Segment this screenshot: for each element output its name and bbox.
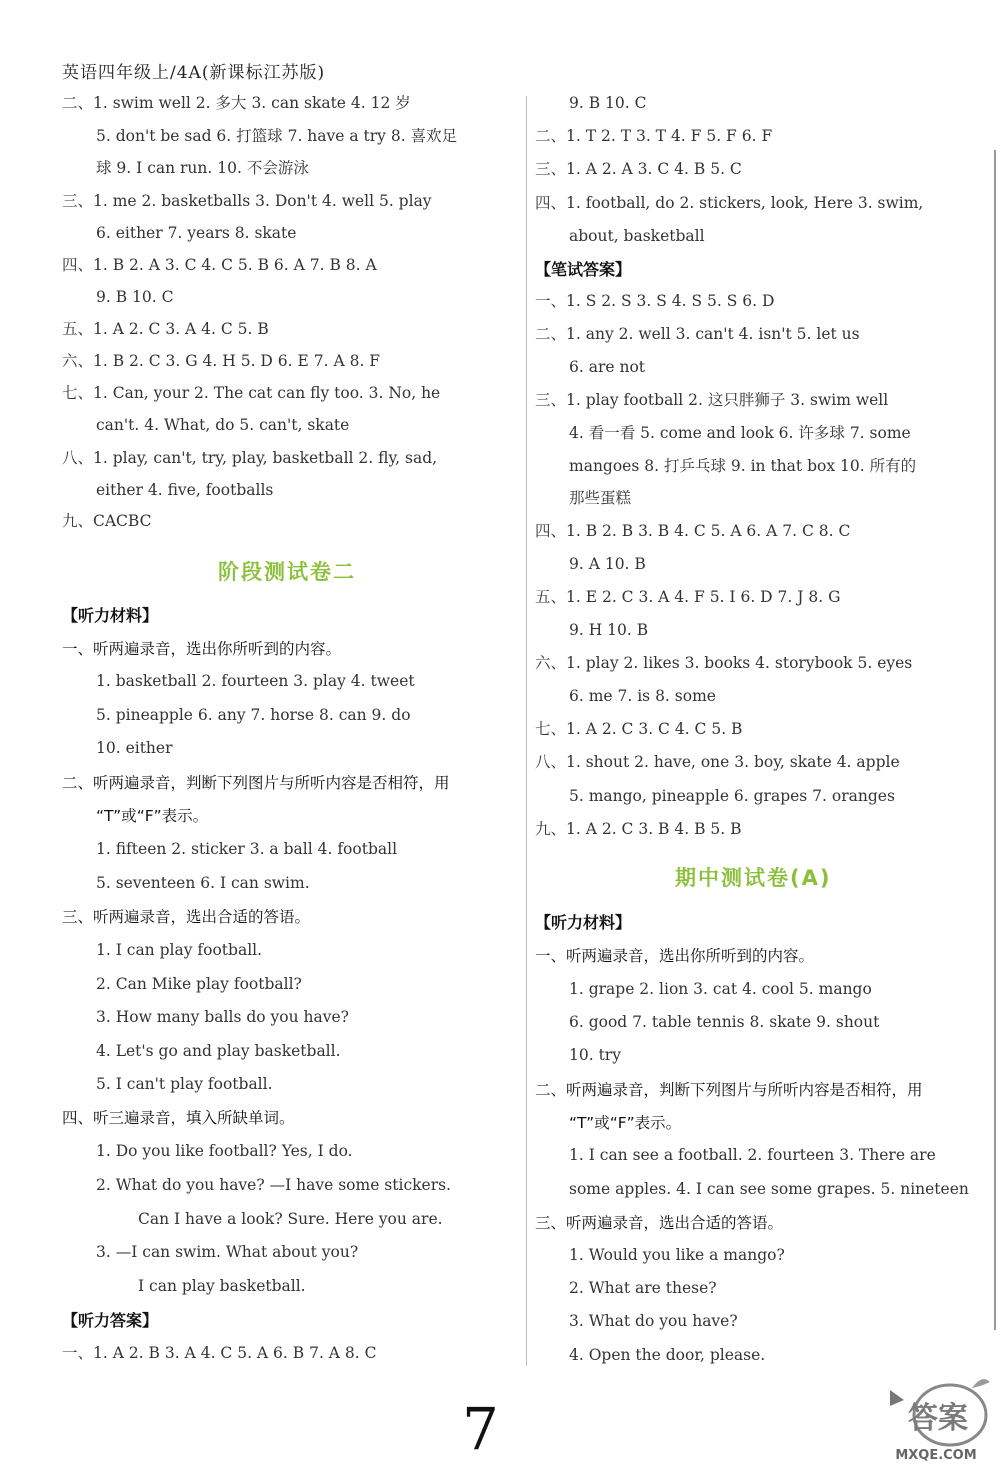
left-answer-line: 1. I can play football. <box>96 941 263 959</box>
left-answer-line: 4. Let's go and play basketball. <box>96 1042 341 1060</box>
right-section-heading: 【听力材料】 <box>535 913 632 932</box>
left-answer-line: 三、1. me 2. basketballs 3. Don't 4. well 5. play <box>62 192 432 210</box>
left-answer-line: 1. fifteen 2. sticker 3. a ball 4. football <box>96 840 398 858</box>
left-answer-line: 五、1. A 2. C 3. A 4. C 5. B <box>62 320 269 338</box>
right-answer-line: 四、1. football, do 2. stickers, look, Here 3. swim, <box>535 194 924 212</box>
page-number: 7 <box>462 1395 499 1463</box>
right-answer-line: 三、1. play football 2. 这只胖狮子 3. swim well <box>535 391 889 409</box>
page-edge-line <box>994 150 996 1330</box>
right-answer-line: 9. B 10. C <box>569 94 647 112</box>
left-answer-line: 3. How many balls do you have? <box>96 1008 349 1026</box>
right-answer-line: 6. are not <box>569 358 646 376</box>
right-answer-line: 3. What do you have? <box>569 1312 738 1330</box>
left-answer-line: 2. What do you have? —I have some stickers. <box>96 1176 451 1194</box>
watermark-url: MXQE.COM <box>895 1448 977 1463</box>
left-answer-line: 四、1. B 2. A 3. C 4. C 5. B 6. A 7. B 8. A <box>62 256 377 274</box>
left-instruction: 一、听两遍录音，选出你所听到的内容。 <box>62 640 342 658</box>
left-answer-line: 5. pineapple 6. any 7. horse 8. can 9. do <box>96 706 411 724</box>
right-instruction: “T”或“F”表示。 <box>569 1114 682 1132</box>
right-answer-line: 三、1. A 2. A 3. C 4. B 5. C <box>535 160 742 178</box>
left-answer-line: 5. don't be sad 6. 打篮球 7. have a try 8. 喜欢足 <box>96 127 458 145</box>
right-answer-line: 9. A 10. B <box>569 555 646 573</box>
right-answer-line: 5. mango, pineapple 6. grapes 7. oranges <box>569 787 895 805</box>
left-answer-line: 1. basketball 2. fourteen 3. play 4. tweet <box>96 672 415 690</box>
right-answer-line: 二、1. any 2. well 3. can't 4. isn't 5. let us <box>535 325 860 343</box>
left-section-heading: 【听力答案】 <box>62 1311 159 1330</box>
right-section-heading: 【笔试答案】 <box>535 260 632 279</box>
column-divider <box>526 96 527 1366</box>
right-answer-line: 那些蛋糕 <box>569 489 632 507</box>
left-answer-line: 9. B 10. C <box>96 288 174 306</box>
right-answer-line: 1. grape 2. lion 3. cat 4. cool 5. mango <box>569 980 872 998</box>
right-answer-line: 2. What are these? <box>569 1279 717 1297</box>
left-answer-line: 1. Do you like football? Yes, I do. <box>96 1142 353 1160</box>
left-answer-line: 3. —I can swim. What about you? <box>96 1243 359 1261</box>
left-answer-line: 九、CACBC <box>62 512 152 530</box>
right-answer-line: about, basketball <box>569 227 705 245</box>
right-answer-line: 一、1. S 2. S 3. S 4. S 5. S 6. D <box>535 292 775 310</box>
right-section-title: 期中测试卷(A) <box>675 866 832 890</box>
left-answer-line: 10. either <box>96 739 173 757</box>
right-answer-line: 6. me 7. is 8. some <box>569 687 716 705</box>
left-section-heading: 【听力材料】 <box>62 606 159 625</box>
right-answer-line: mangoes 8. 打乒乓球 9. in that box 10. 所有的 <box>569 457 917 475</box>
left-answer-line: 6. either 7. years 8. skate <box>96 224 297 242</box>
left-answer-line: 5. I can't play football. <box>96 1075 273 1093</box>
right-answer-line: 4. 看一看 5. come and look 6. 许多球 7. some <box>569 424 911 442</box>
right-instruction: 二、听两遍录音，判断下列图片与所听内容是否相符，用 <box>535 1081 923 1099</box>
right-answer-line: 4. Open the door, please. <box>569 1346 766 1364</box>
left-answer-line: 六、1. B 2. C 3. G 4. H 5. D 6. E 7. A 8. F <box>62 352 381 370</box>
page-header: 英语四年级上/4A(新课标江苏版) <box>62 63 326 83</box>
right-answer-line: 九、1. A 2. C 3. B 4. B 5. B <box>535 820 742 838</box>
left-answer-line: can't. 4. What, do 5. can't, skate <box>96 416 350 434</box>
left-answer-line: 2. Can Mike play football? <box>96 975 302 993</box>
left-instruction: 三、听两遍录音，选出合适的答语。 <box>62 908 311 926</box>
left-section-title: 阶段测试卷二 <box>218 560 356 584</box>
left-answer-line: 一、1. A 2. B 3. A 4. C 5. A 6. B 7. A 8. C <box>62 1344 377 1362</box>
right-instruction: 三、听两遍录音，选出合适的答语。 <box>535 1214 784 1232</box>
right-answer-line: 六、1. play 2. likes 3. books 4. storybook 5. eyes <box>535 654 913 672</box>
right-answer-line: 五、1. E 2. C 3. A 4. F 5. I 6. D 7. J 8. G <box>535 588 841 606</box>
left-answer-line: 八、1. play, can't, try, play, basketball 2. fly, sad, <box>62 449 438 467</box>
right-answer-line: 6. good 7. table tennis 8. skate 9. shout <box>569 1013 880 1031</box>
right-answer-line: 八、1. shout 2. have, one 3. boy, skate 4. apple <box>535 753 900 771</box>
right-answer-line: some apples. 4. I can see some grapes. 5. nineteen <box>569 1180 969 1198</box>
right-answer-line: 四、1. B 2. B 3. B 4. C 5. A 6. A 7. C 8. C <box>535 522 851 540</box>
left-answer-line: 二、1. swim well 2. 多大 3. can skate 4. 12 岁 <box>62 94 411 112</box>
left-instruction: 二、听两遍录音，判断下列图片与所听内容是否相符，用 <box>62 774 450 792</box>
right-answer-line: 1. I can see a football. 2. fourteen 3. There are <box>569 1146 936 1164</box>
left-instruction: 四、听三遍录音，填入所缺单词。 <box>62 1109 295 1127</box>
right-instruction: 一、听两遍录音，选出你所听到的内容。 <box>535 947 815 965</box>
left-answer-line: 球 9. I can run. 10. 不会游泳 <box>96 159 309 177</box>
right-answer-line: 1. Would you like a mango? <box>569 1246 785 1264</box>
left-instruction: “T”或“F”表示。 <box>96 807 209 825</box>
left-answer-line: I can play basketball. <box>138 1277 306 1295</box>
right-answer-line: 9. H 10. B <box>569 621 649 639</box>
right-answer-line: 二、1. T 2. T 3. T 4. F 5. F 6. F <box>535 127 773 145</box>
right-answer-line: 10. try <box>569 1046 621 1064</box>
svg-text:答案: 答案 <box>908 1401 968 1436</box>
right-answer-line: 七、1. A 2. C 3. C 4. C 5. B <box>535 720 743 738</box>
left-answer-line: Can I have a look? Sure. Here you are. <box>138 1210 443 1228</box>
left-answer-line: either 4. five, footballs <box>96 481 274 499</box>
left-answer-line: 5. seventeen 6. I can swim. <box>96 874 310 892</box>
left-answer-line: 七、1. Can, your 2. The cat can fly too. 3. No, he <box>62 384 441 402</box>
